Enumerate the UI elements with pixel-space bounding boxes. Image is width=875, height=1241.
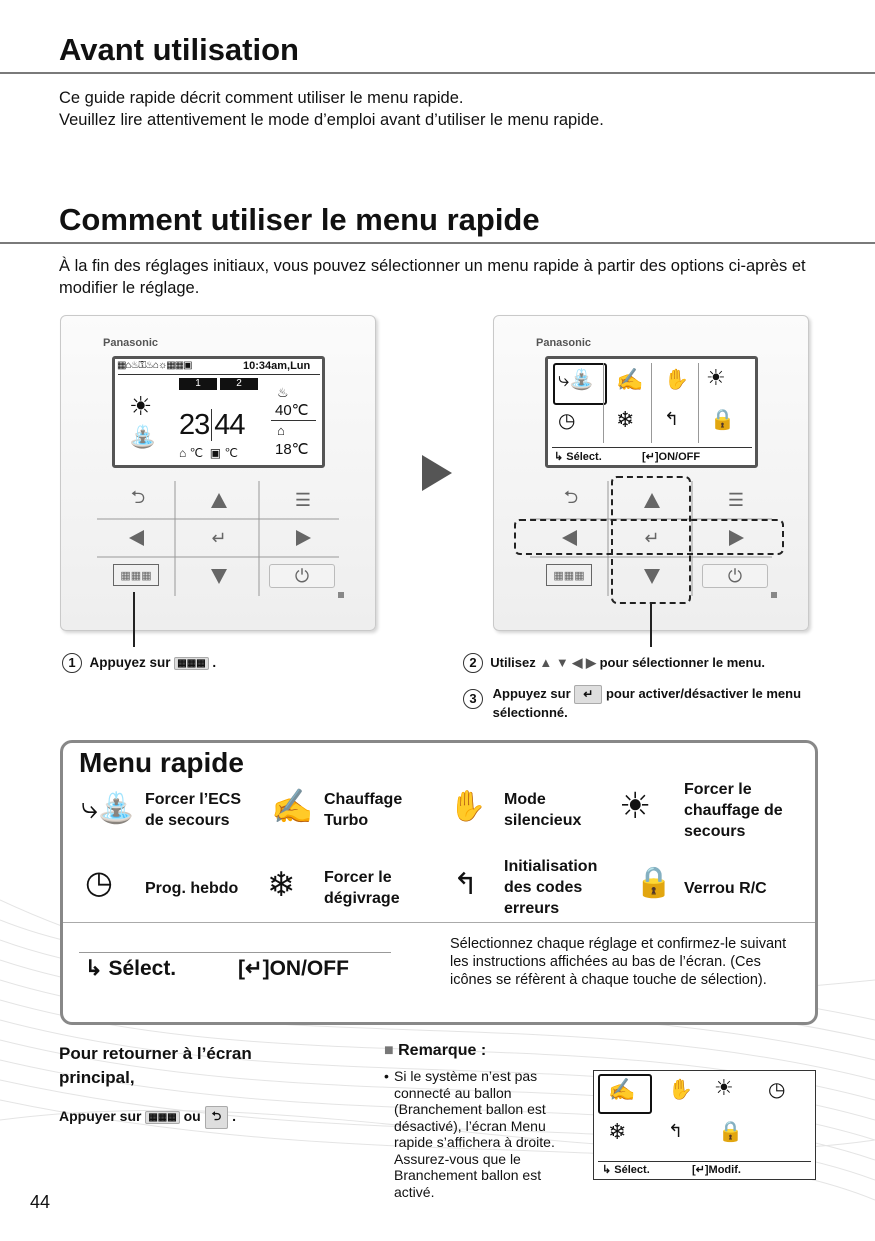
- cell-divider: [651, 363, 652, 443]
- backup-heater-icon: ☀: [619, 785, 652, 826]
- quick-menu-button[interactable]: ▦▦▦: [113, 564, 159, 586]
- lcd-divider: [271, 420, 316, 421]
- quiet-mode-icon: ✋: [449, 790, 487, 823]
- remark-heading: [384, 1042, 486, 1060]
- next-arrow-icon: [422, 455, 452, 491]
- title-rule: [0, 72, 875, 74]
- return-or: ou: [183, 1108, 201, 1125]
- select-hint-text: Sélect.: [108, 957, 177, 980]
- turbo-heat-icon: ✍: [608, 1077, 636, 1102]
- step-1-number: 1: [62, 653, 82, 673]
- intro-line-2: Veuillez lire attentivement le mode d’emploi avant d’utiliser le menu rapide.: [59, 111, 604, 129]
- zone-1-temp: 23: [179, 409, 210, 441]
- callout-line-1: [133, 592, 135, 647]
- tank-temp: 40℃: [275, 402, 309, 419]
- square-bullet-icon: ■: [384, 1042, 394, 1059]
- page-number: 44: [30, 1192, 51, 1212]
- lcd-divider: [552, 447, 752, 448]
- menu-button[interactable]: ☰: [294, 489, 312, 510]
- return-instruction: [59, 1106, 236, 1129]
- indicator-led: [771, 592, 777, 598]
- mini-select-hint: ↳ Sélect.: [602, 1164, 650, 1176]
- menu-instructions: Sélectionnez chaque réglage et confirmez-le suivant les instructions affichées au bas de l’écran. (Ces icônes se réfèrent à chaque touche de sélection).: [450, 936, 787, 988]
- menu-item-backup-dhw[interactable]: Forcer l’ECS de secours: [145, 791, 242, 829]
- weekly-timer-icon: ◷: [768, 1079, 786, 1101]
- menu-item-backup-heater[interactable]: Forcer le chauffage de secours: [684, 781, 783, 840]
- select-bar-line: [79, 952, 391, 953]
- back-button[interactable]: ⮌: [130, 487, 146, 507]
- lock-icon: 🔒: [718, 1121, 743, 1143]
- status-icons-row: ▦⌂♨⚿♨⌂☼▦▦▣: [117, 360, 192, 371]
- zone-2-unit: ℃: [224, 446, 238, 460]
- menu-item-weekly-timer[interactable]: Prog. hebdo: [145, 880, 239, 897]
- menu-item-defrost[interactable]: Forcer le dégivrage: [324, 869, 400, 907]
- step-3: [463, 685, 801, 721]
- step-1-end: .: [212, 655, 217, 670]
- sun-icon: ☀: [129, 391, 153, 421]
- quick-menu-button[interactable]: ▦▦▦: [546, 564, 592, 586]
- onoff-hint: [↵]ON/OFF: [238, 957, 349, 980]
- lcd-home-screen: [112, 356, 325, 468]
- quiet-mode-icon: ✋: [668, 1079, 693, 1101]
- quick-menu-key-icon: ▦▦▦: [145, 1111, 179, 1124]
- step-2-number: 2: [463, 653, 483, 673]
- remark-text: Si le système n’est pas connecté au ballon (Branchement ballon est désactivé), l’écran Menu rapide s’affichera à droite. Assurez-vous que le Branchement ballon est activé.: [394, 1068, 555, 1200]
- return-end: .: [232, 1108, 237, 1125]
- home-icon: ⌂: [179, 446, 187, 460]
- menu-item-lock[interactable]: Verrou R/C: [684, 880, 767, 897]
- zone-2-temp: 44: [211, 409, 244, 441]
- arrow-keys-icon: ▲ ▼ ◀ ▶: [539, 655, 596, 670]
- weekly-timer-icon: ◷: [558, 410, 576, 432]
- lcd-divider: [598, 1161, 811, 1162]
- zone-2-badge: 2: [220, 378, 258, 390]
- brand-logo: Panasonic: [103, 337, 159, 349]
- quick-menu-key-icon: ▦▦▦: [174, 657, 208, 670]
- lcd-onoff-hint: [↵]ON/OFF: [642, 451, 701, 463]
- back-key-icon: ⮌: [205, 1106, 229, 1129]
- step-3-post: pour activer/désactiver le menu: [605, 686, 802, 701]
- quick-menu-box: [60, 740, 818, 1025]
- defrost-icon: ❄: [608, 1119, 627, 1144]
- turbo-heat-icon: ✍: [271, 788, 314, 826]
- zone-1-badge: 1: [179, 378, 217, 390]
- error-reset-icon: ↰: [664, 409, 680, 429]
- step-3-text: [493, 685, 801, 721]
- defrost-icon: ❄: [267, 866, 296, 904]
- back-button[interactable]: ⮌: [563, 487, 579, 507]
- horizontal-keys-highlight: [514, 519, 784, 555]
- turbo-heat-icon: ✍: [616, 367, 644, 392]
- step-1-text: Appuyez sur: [89, 655, 171, 670]
- down-button[interactable]: [206, 564, 232, 588]
- left-button[interactable]: [123, 526, 149, 550]
- menu-item-quiet-mode[interactable]: Mode silencieux: [504, 791, 582, 829]
- section2-intro: À la fin des réglages initiaux, vous pouvez sélectionner un menu rapide à partir des options ci-après et modifier le réglage.: [59, 257, 806, 297]
- backup-dhw-icon: ⤷⛲: [81, 792, 136, 825]
- remark-body: [384, 1068, 582, 1200]
- cell-divider: [603, 363, 604, 443]
- return-pre: Appuyer sur: [59, 1108, 142, 1125]
- lock-icon: 🔒: [635, 866, 673, 899]
- error-reset-icon: ↰: [668, 1121, 684, 1141]
- bullet-dot: •: [384, 1068, 389, 1084]
- quiet-mode-icon: ✋: [664, 369, 689, 391]
- zone-1-unit: ℃: [189, 446, 204, 460]
- step-2: [463, 653, 765, 673]
- lock-icon: 🔒: [710, 409, 735, 431]
- step-3-pre: Appuyez sur: [492, 686, 571, 701]
- enter-button[interactable]: ↵: [211, 527, 227, 548]
- remote-controller-home: [60, 315, 376, 631]
- zone-temps: [179, 409, 255, 442]
- power-button[interactable]: ⏻: [269, 564, 335, 588]
- menu-separator: [63, 922, 815, 923]
- section-title-comment-utiliser: Comment utiliser le menu rapide: [59, 202, 540, 237]
- right-button[interactable]: [290, 526, 316, 550]
- zone-units: [179, 446, 238, 460]
- power-button[interactable]: ⏻: [702, 564, 768, 588]
- callout-line-2: [650, 602, 652, 647]
- lcd-select-text: Sélect.: [566, 451, 602, 463]
- menu-button[interactable]: ☰: [727, 489, 745, 510]
- error-reset-icon: ↰: [453, 868, 479, 901]
- tank-icon: ♨: [277, 385, 289, 400]
- defrost-icon: ❄: [616, 407, 635, 432]
- backup-dhw-icon: ⤷⛲: [558, 369, 595, 391]
- step-1: [62, 653, 216, 673]
- backup-heater-icon: ☀: [714, 1075, 734, 1100]
- step-2-post: pour sélectionner le menu.: [599, 655, 766, 670]
- mini-quick-menu-screen: [593, 1070, 816, 1180]
- room-icon: ▣: [209, 446, 222, 460]
- outdoor-icon: ⌂: [277, 423, 285, 438]
- cell-divider: [698, 363, 699, 443]
- select-hint: ↳ Sélect.: [85, 957, 177, 980]
- remark-title: Remarque :: [398, 1042, 487, 1059]
- up-button[interactable]: [206, 488, 232, 512]
- return-title: Pour retourner à l’écran principal,: [59, 1044, 252, 1087]
- weekly-timer-icon: ◷: [85, 864, 113, 900]
- mini-modif-hint: [↵]Modif.: [692, 1164, 741, 1176]
- clock-text: 10:34am,Lun: [243, 360, 311, 372]
- outdoor-temp: 18℃: [275, 441, 309, 458]
- lcd-quick-menu-screen: [545, 356, 758, 468]
- menu-item-turbo-heat[interactable]: Chauffage Turbo: [324, 791, 403, 829]
- step-3-number: 3: [463, 689, 483, 709]
- menu-item-error-reset[interactable]: Initialisation des codes erreurs: [504, 858, 598, 917]
- step-2-pre: Utilisez: [490, 655, 536, 670]
- brand-logo: Panasonic: [536, 337, 592, 349]
- intro-line-1: Ce guide rapide décrit comment utiliser le menu rapide.: [59, 89, 464, 107]
- lcd-select-hint: ↳ Sélect.: [554, 451, 602, 463]
- enter-key-icon: ↵: [574, 685, 602, 704]
- title-rule: [0, 242, 875, 244]
- indicator-led: [338, 592, 344, 598]
- quick-menu-title: Menu rapide: [79, 747, 244, 778]
- section-title-avant-utilisation: Avant utilisation: [59, 32, 299, 67]
- mini-select-text: Sélect.: [614, 1164, 650, 1176]
- enter-button[interactable]: ↵: [644, 527, 660, 548]
- tap-icon: ⛲: [129, 424, 157, 449]
- step-3-line2: sélectionné.: [492, 705, 568, 721]
- lcd-divider: [118, 374, 320, 375]
- backup-heater-icon: ☀: [706, 365, 726, 390]
